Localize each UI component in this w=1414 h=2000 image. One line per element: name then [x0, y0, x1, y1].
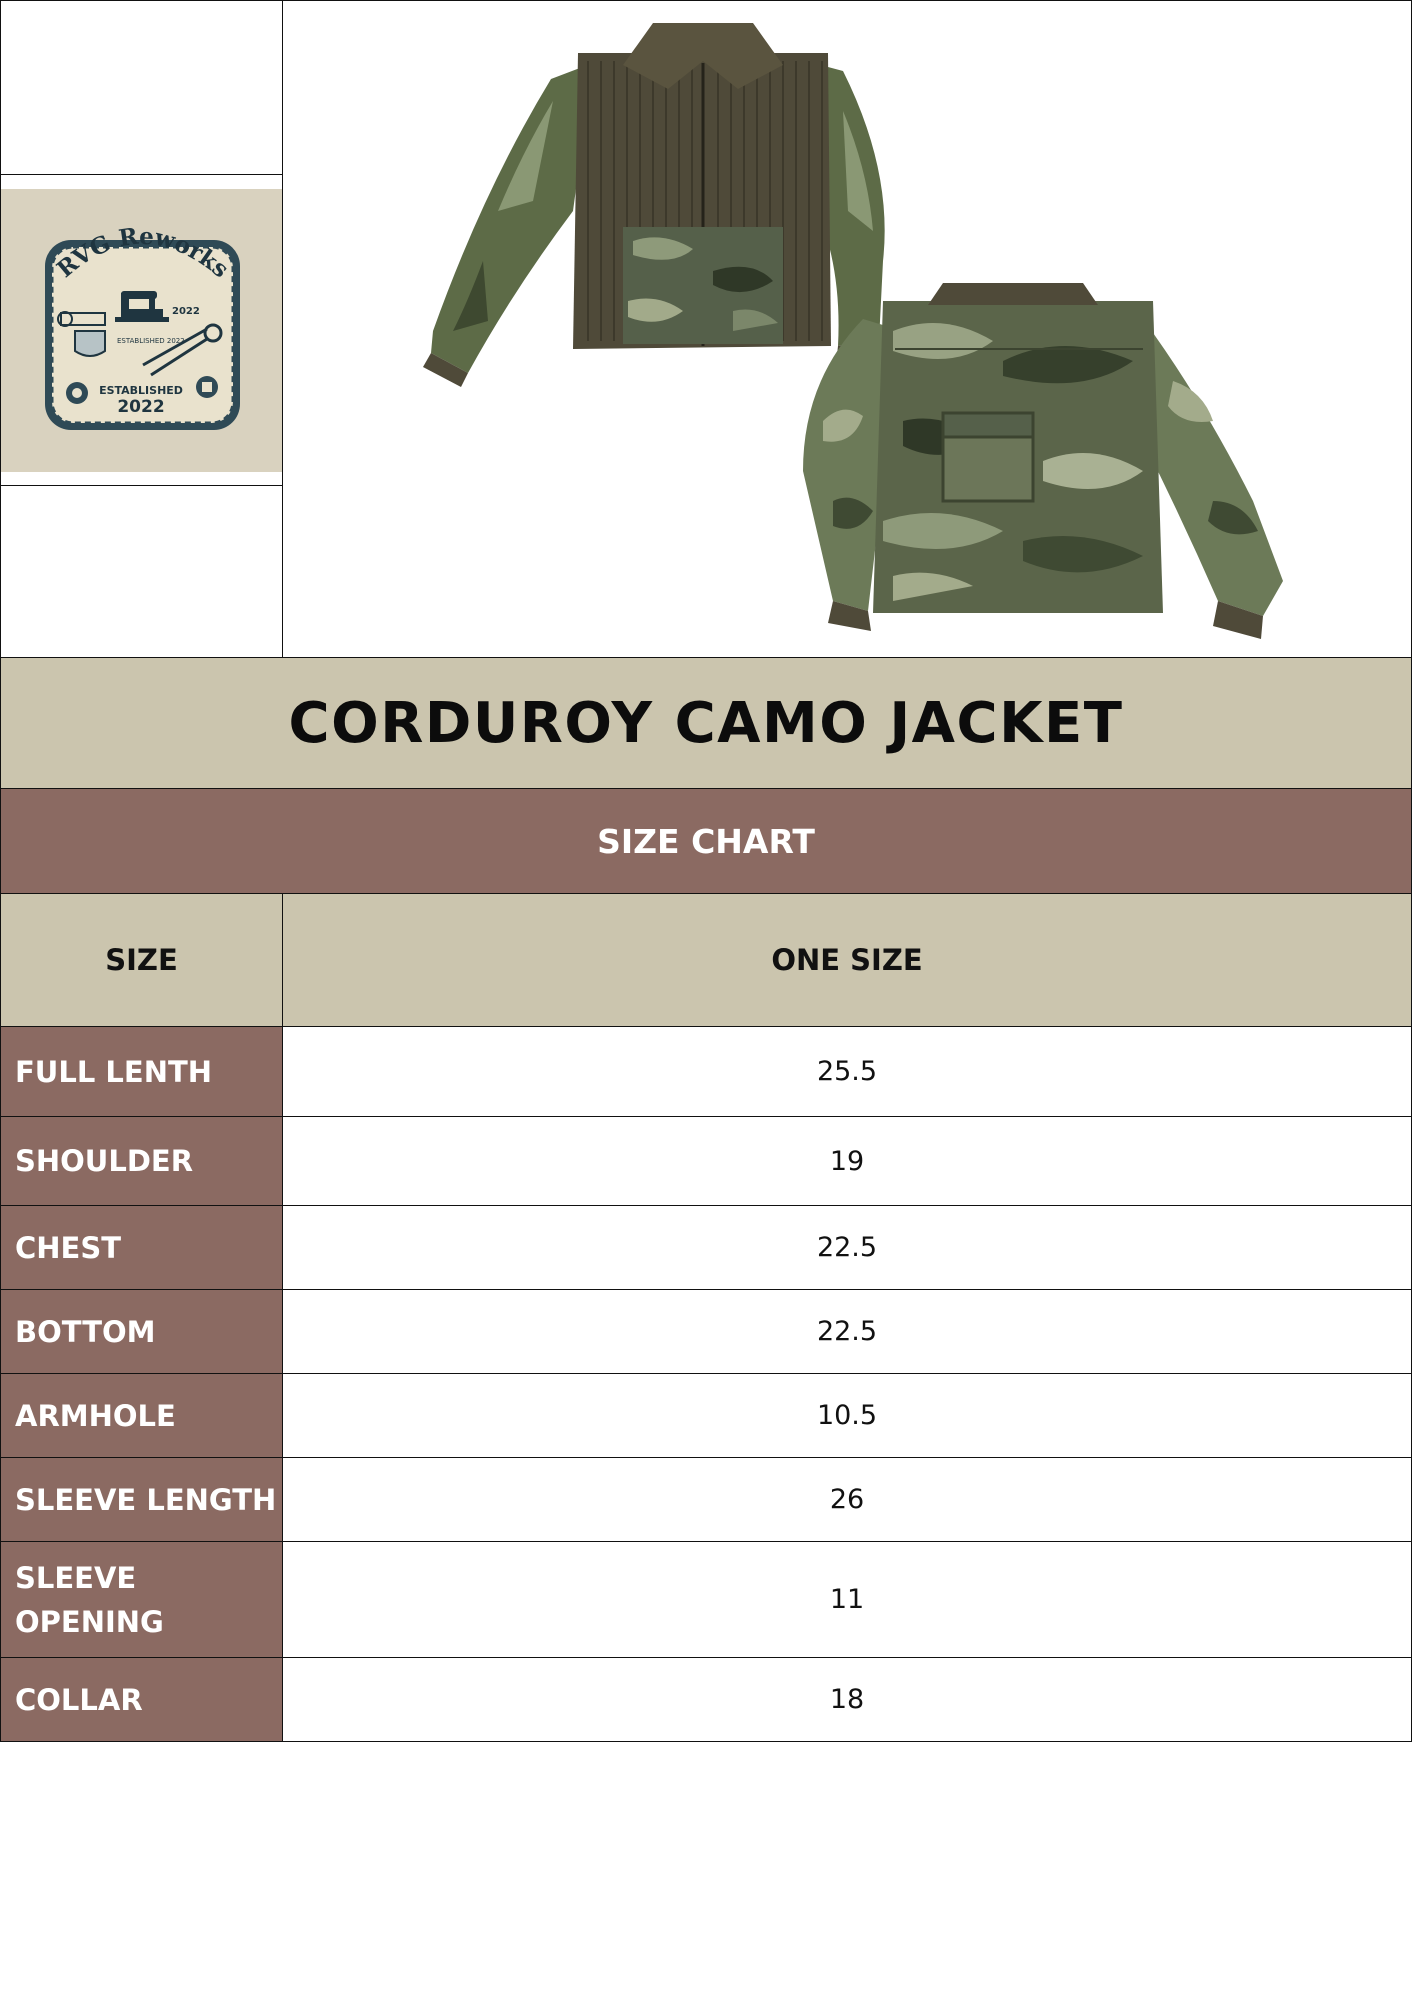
measurement-value: 26: [283, 1458, 1411, 1541]
jacket-front-view: [423, 23, 885, 387]
brand-logo-patch: [1, 189, 282, 472]
measurement-value: 11: [283, 1542, 1411, 1657]
table-row: [0, 1117, 1412, 1206]
product-title: CORDUROY CAMO JACKET: [288, 690, 1124, 756]
measurement-label: ARMHOLE: [1, 1374, 283, 1457]
measurement-label: SLEEVE OPENING: [1, 1542, 283, 1657]
logo-column: [1, 1, 283, 657]
product-photo: [283, 1, 1411, 657]
size-table-header: [0, 894, 1412, 1027]
measurement-label: COLLAR: [1, 1658, 283, 1741]
measurement-value: 10.5: [283, 1374, 1411, 1457]
table-row: [0, 1027, 1412, 1117]
table-row: [0, 1206, 1412, 1290]
table-row: [0, 1658, 1412, 1742]
measurement-label: CHEST: [1, 1206, 283, 1289]
top-section: [0, 0, 1412, 658]
size-header-label: SIZE: [1, 894, 283, 1026]
table-row: [0, 1290, 1412, 1374]
measurement-label: FULL LENTH: [1, 1027, 283, 1116]
jacket-back-view: [803, 283, 1283, 639]
logo-year: 2022: [117, 397, 165, 417]
measurement-value: 25.5: [283, 1027, 1411, 1116]
size-chart-heading-bar: [0, 789, 1412, 894]
table-row: [0, 1542, 1412, 1658]
logo-established: ESTABLISHED: [99, 384, 183, 397]
measurement-value: 22.5: [283, 1290, 1411, 1373]
product-title-bar: [0, 658, 1412, 789]
size-chart-heading: SIZE CHART: [597, 821, 815, 861]
measurement-label: SLEEVE LENGTH: [1, 1458, 283, 1541]
measurement-value: 19: [283, 1117, 1411, 1205]
measurement-label: SHOULDER: [1, 1117, 283, 1205]
brand-logo: [1, 189, 282, 472]
measurement-value: 22.5: [283, 1206, 1411, 1289]
table-row: [0, 1458, 1412, 1542]
divider: [1, 174, 282, 175]
logo-year-small: 2022: [172, 306, 200, 317]
table-row: [0, 1374, 1412, 1458]
size-header-value: ONE SIZE: [771, 943, 923, 977]
measurement-label: BOTTOM: [1, 1290, 283, 1373]
logo-established-small: ESTABLISHED 2022: [117, 337, 185, 345]
jacket-illustration: [283, 1, 1411, 656]
brand-logo-text: RVG Reworks: [51, 222, 234, 284]
measurement-value: 18: [283, 1658, 1411, 1741]
divider: [1, 485, 282, 486]
